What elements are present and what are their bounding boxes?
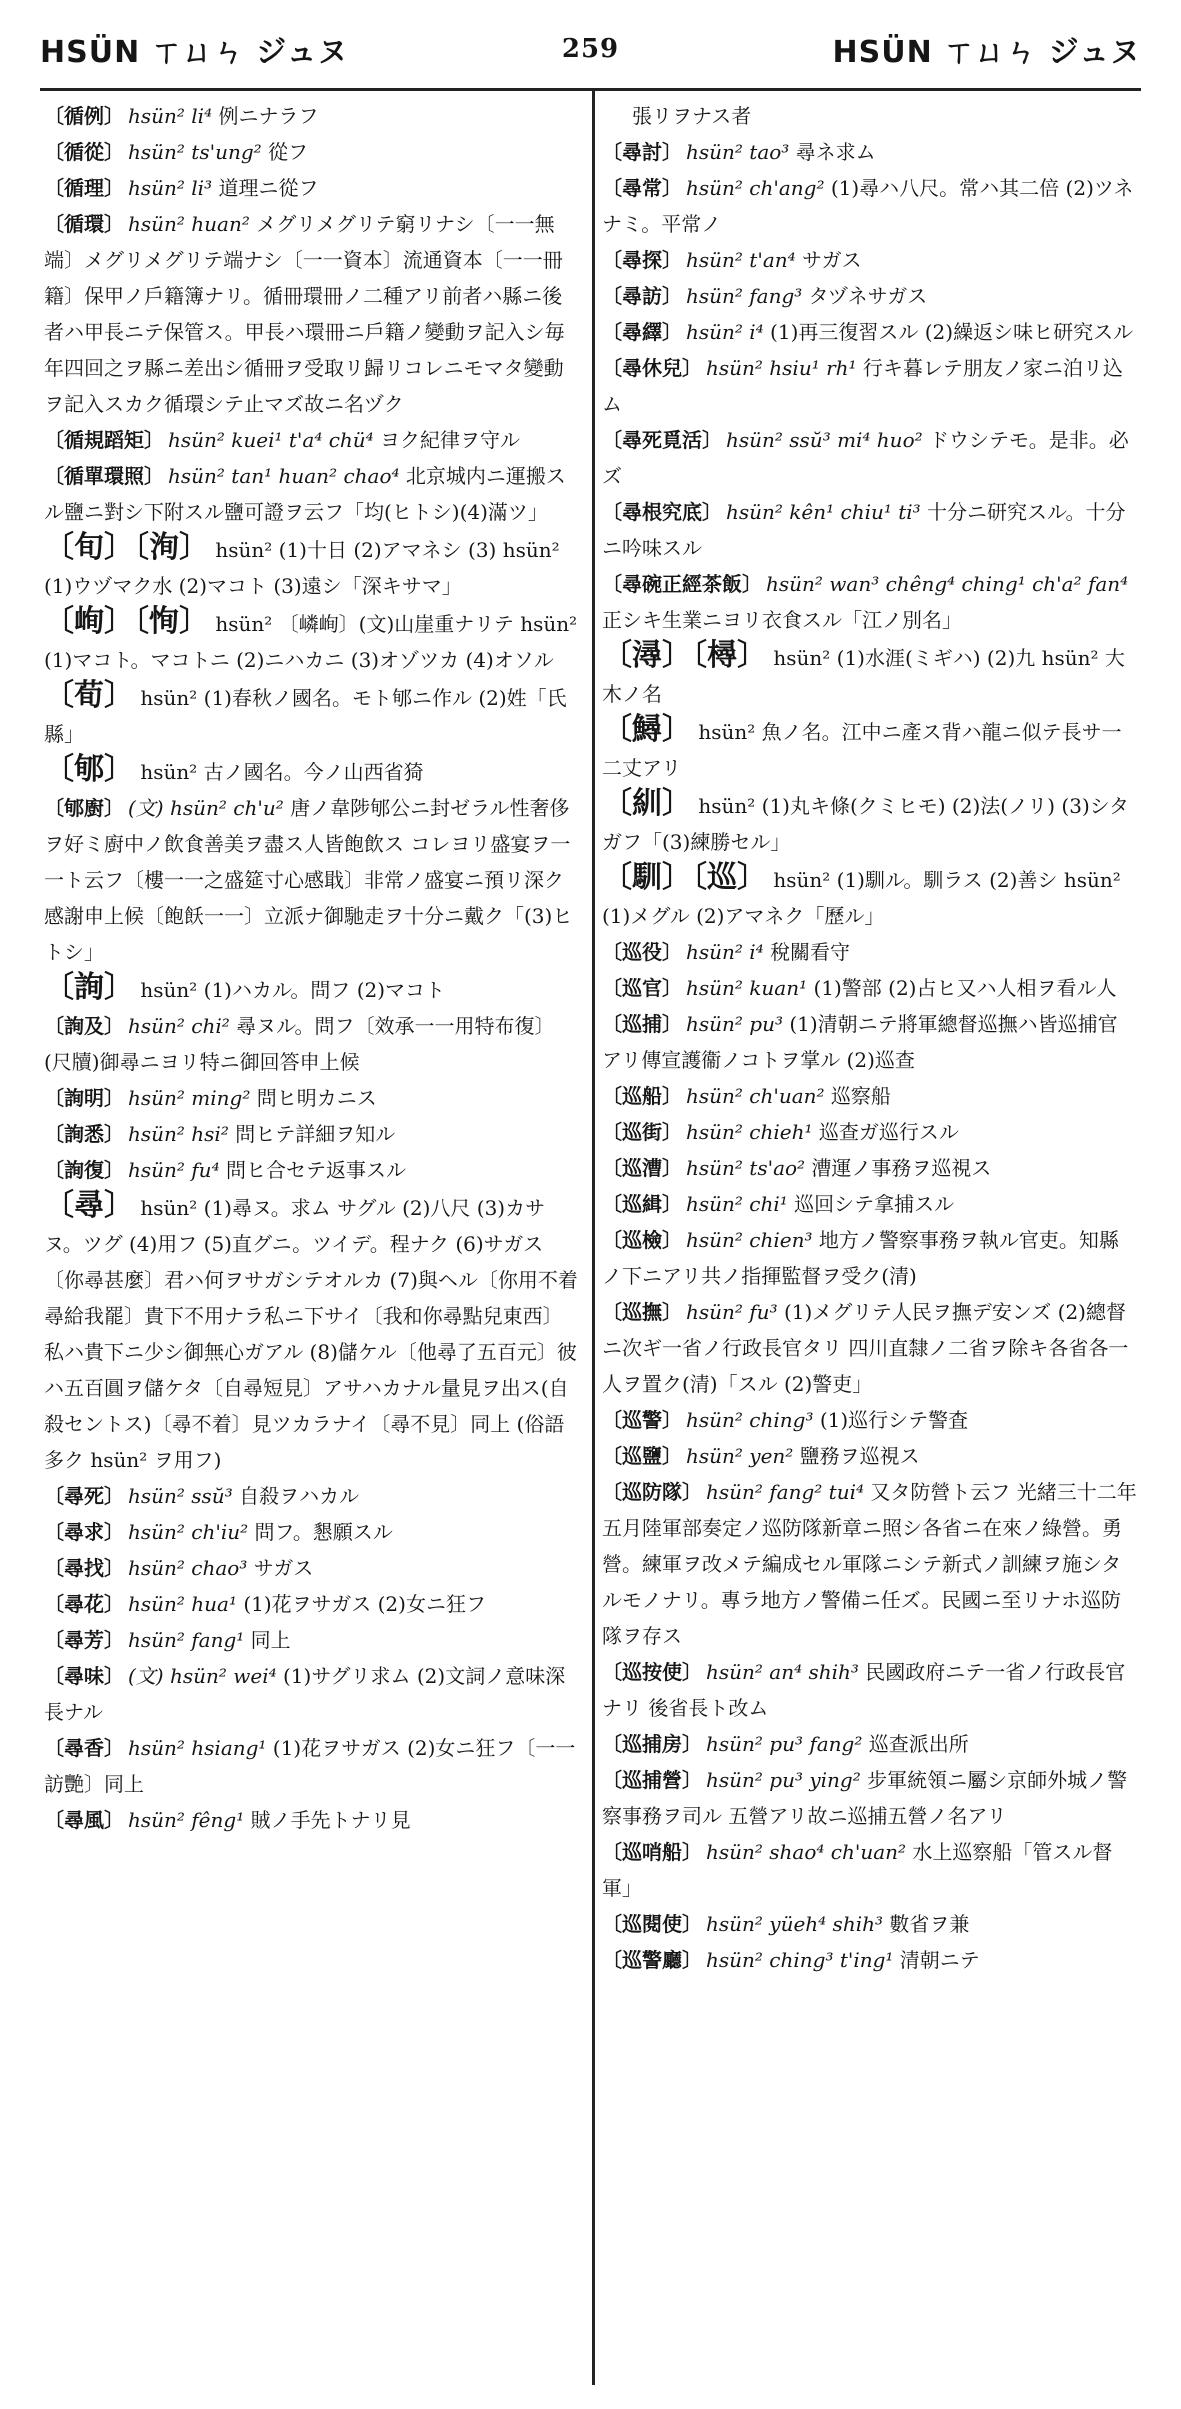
dictionary-entry	[44, 530, 579, 604]
entry-definition: ドウシテモ。是非。必ズ	[602, 428, 1129, 488]
dictionary-entry	[602, 242, 1137, 278]
entry-headword: 〔尋討〕	[602, 140, 682, 164]
entry-headword: 〔巡捕房〕	[602, 1732, 702, 1756]
dictionary-entry	[44, 458, 579, 530]
entry-headword: 〔尋花〕	[44, 1592, 124, 1616]
entry-romanization: hsün² ts'ung²	[128, 140, 262, 164]
dictionary-entry	[602, 1114, 1137, 1150]
entry-headword: 〔循從〕	[44, 140, 124, 164]
dictionary-entry	[602, 1906, 1137, 1942]
dictionary-entry	[44, 98, 579, 134]
entry-headword: 〔巡街〕	[602, 1120, 682, 1144]
entry-headword: 〔峋〕〔恂〕	[44, 604, 209, 639]
entry-headword: 〔巡官〕	[602, 976, 682, 1000]
entry-headword: 〔尋死覓活〕	[602, 428, 722, 452]
left-column	[44, 98, 579, 1838]
dictionary-entry	[602, 860, 1137, 934]
entry-definition: 自殺ヲハカル	[232, 1484, 360, 1508]
entry-headword: 〔循理〕	[44, 176, 124, 200]
entry-definition: 從フ	[261, 140, 309, 164]
entry-romanization: (文) hsün² ch'u²	[128, 796, 284, 820]
entry-definition: 巡回シテ拿捕スル	[787, 1192, 955, 1216]
entry-romanization: (文) hsün² wei⁴	[128, 1664, 277, 1688]
entry-definition: 問ヒテ詳細ヲ知ル	[228, 1122, 396, 1146]
entry-headword: 〔巡按使〕	[602, 1660, 702, 1684]
dictionary-entry	[602, 1222, 1137, 1294]
entry-headword: 〔巡緝〕	[602, 1192, 682, 1216]
dictionary-entry	[602, 170, 1137, 242]
entry-definition: 清朝ニテ	[893, 1948, 980, 1972]
entry-romanization: hsün² kuei¹ t'a⁴ chü⁴	[168, 428, 374, 452]
entry-definition: 民國政府ニテ一省ノ行政長官ナリ 後省長ト改ム	[602, 1660, 1126, 1720]
dictionary-entry	[602, 786, 1137, 860]
entry-headword: 〔尋死〕	[44, 1484, 124, 1508]
entry-headword: 〔尋味〕	[44, 1664, 124, 1688]
entry-headword: 〔循規蹈矩〕	[44, 428, 164, 452]
dictionary-entry	[602, 422, 1137, 494]
entry-romanization: hsün² an⁴ shih³	[706, 1660, 859, 1684]
entry-headword: 〔詢〕	[44, 970, 134, 1005]
entry-headword: 〔鱘〕	[602, 712, 692, 747]
entry-headword: 〔巡漕〕	[602, 1156, 682, 1180]
dictionary-entry	[44, 1514, 579, 1550]
entry-headword: 〔巡哨船〕	[602, 1840, 702, 1864]
header-right-guide: HSÜN ㄒㄩㄣ ジュヌ	[832, 35, 1141, 70]
entry-headword: 〔尋香〕	[44, 1736, 124, 1760]
dictionary-entry	[44, 134, 579, 170]
entry-definition: 稅關看守	[763, 940, 851, 964]
entry-headword: 〔巡閱使〕	[602, 1912, 702, 1936]
entry-headword: 〔巡防隊〕	[602, 1480, 702, 1504]
entry-romanization: hsün² fang¹	[128, 1628, 245, 1652]
entry-romanization: hsün² li³	[128, 176, 213, 200]
dictionary-entry	[44, 604, 579, 678]
entry-definition: 巡查派出所	[862, 1732, 969, 1756]
entry-definition: 張リヲナス者	[632, 104, 752, 128]
dictionary-entry	[44, 1730, 579, 1802]
entry-definition: hsün² 魚ノ名。江中ニ產ス背ハ龍ニ似テ長サ一二丈アリ	[602, 720, 1122, 780]
entry-definition: hsün² (1)尋ヌ。求ム サグル (2)八尺 (3)カサヌ。ツグ (4)用フ (5)直グニ。ツイデ。程ナク (6)サガス〔你尋甚麼〕君ハ何ヲサガシテオルカ (7)與ヘル〔你用不着尋給我罷〕貴下不用ナラ私ニ下サイ〔我和你尋點兒東西〕私ハ貴下ニ少シ御無心ガアル (8)儲ケル〔他尋了五百元〕彼ハ五百圓ヲ儲ケタ〔自尋短見〕アサハカナル量見ヲ出ス(自殺セントス)〔尋不着〕見ツカラナイ〔尋不見〕同上 (俗語多ク hsün² ヲ用フ)	[44, 1196, 578, 1472]
dictionary-entry	[44, 678, 579, 752]
dictionary-entry	[44, 1802, 579, 1838]
header-rule	[40, 88, 1141, 91]
entry-headword: 〔巡警廳〕	[602, 1948, 702, 1972]
entry-definition: 同上	[244, 1628, 291, 1652]
entry-definition: hsün² (1)十日 (2)アマネシ (3) hsün² (1)ウヅマク水 (2)マコト (3)遠シ「深キサマ」	[44, 538, 560, 598]
page-header	[40, 26, 1141, 72]
entry-headword: 〔尋求〕	[44, 1520, 124, 1544]
entry-definition: 巡查ガ巡行スル	[812, 1120, 959, 1144]
entry-definition: (1)メグリテ人民ヲ撫デ安ンズ (2)總督ニ次ギ一省ノ行政長官タリ 四川直隸ノ二省ヲ除キ各省各一人ヲ置ク(清)「スル (2)警吏」	[602, 1300, 1129, 1396]
entry-romanization: hsün² hsiang¹	[128, 1736, 267, 1760]
dictionary-entry	[44, 422, 579, 458]
entry-definition: 賊ノ手先トナリ見	[244, 1808, 411, 1832]
entry-headword: 〔馴〕〔巡〕	[602, 860, 767, 895]
entry-romanization: hsün² ching³ t'ing¹	[706, 1948, 894, 1972]
dictionary-entry	[44, 1116, 579, 1152]
entry-definition: 步軍統領ニ屬シ京師外城ノ警察事務ヲ司ル 五營アリ故ニ巡捕五營ノ名アリ	[602, 1768, 1128, 1828]
entry-headword: 〔循例〕	[44, 104, 124, 128]
entry-romanization: hsün² li⁴	[128, 104, 213, 128]
entry-headword: 〔巡役〕	[602, 940, 682, 964]
entry-definition: サガス	[247, 1556, 314, 1580]
dictionary-entry	[602, 1474, 1137, 1654]
dictionary-entry	[602, 1402, 1137, 1438]
entry-definition: 例ニナラフ	[212, 104, 319, 128]
entry-definition: 正シキ生業ニヨリ衣食スル「江ノ別名」	[602, 608, 962, 632]
entry-definition: 北京城内ニ運搬スル鹽ニ對シ下附スル鹽可證ヲ云フ「均(ヒトシ)(4)滿ツ」	[44, 464, 566, 524]
dictionary-entry	[602, 1762, 1137, 1834]
entry-definition: 行キ暮レテ朋友ノ家ニ泊リ込ム	[602, 356, 1123, 416]
entry-definition: (1)花ヲサガス (2)女ニ狂フ〔一一訪艷〕同上	[44, 1736, 576, 1796]
entry-headword: 〔巡捕營〕	[602, 1768, 702, 1792]
dictionary-entry	[44, 206, 579, 422]
dictionary-entry	[44, 1478, 579, 1514]
dictionary-entry	[602, 1150, 1137, 1186]
entry-headword: 〔巡鹽〕	[602, 1444, 682, 1468]
entry-romanization: hsün² ming²	[128, 1086, 251, 1110]
entry-definition: 道理ニ從フ	[212, 176, 319, 200]
entry-definition: hsün² (1)春秋ノ國名。モト郇ニ作ル (2)姓「氏縣」	[44, 686, 567, 746]
entry-headword: 〔詢悉〕	[44, 1122, 124, 1146]
entry-headword: 〔荀〕	[44, 678, 134, 713]
dictionary-entry	[602, 638, 1137, 712]
entry-definition: hsün² (1)ハカル。問フ (2)マコト	[134, 978, 446, 1002]
entry-headword: 〔詢復〕	[44, 1158, 124, 1182]
dictionary-entry	[602, 934, 1137, 970]
entry-definition: 漕運ノ事務ヲ巡視ス	[805, 1156, 992, 1180]
entry-romanization: hsün² fang³	[686, 284, 803, 308]
entry-headword: 〔尋根究底〕	[602, 500, 722, 524]
entry-romanization: hsün² fang² tui⁴	[706, 1480, 864, 1504]
entry-definition: 尋ネ求ム	[789, 140, 876, 164]
entry-definition: 唐ノ韋陟郇公ニ封ゼラル性奢侈ヲ好ミ廚中ノ飲食善美ヲ盡ス人皆飽飲ス コレヨリ盛宴ヲ一一ト云フ〔樓一一之盛筵寸心感戢〕非常ノ盛宴ニ預リ深ク感謝申上候〔飽飫一一〕立派ナ御馳走ヲ十分ニ戴ク「(3)ヒトシ」	[44, 796, 573, 964]
entry-headword: 〔尋〕	[44, 1188, 134, 1223]
entry-headword: 〔旬〕〔洵〕	[44, 530, 209, 565]
dictionary-entry	[44, 970, 579, 1008]
dictionary-entry	[602, 1726, 1137, 1762]
entry-headword: 〔尋探〕	[602, 248, 682, 272]
entry-headword: 〔尋訪〕	[602, 284, 682, 308]
dictionary-entry	[602, 1654, 1137, 1726]
entry-romanization: hsün² fêng¹	[128, 1808, 245, 1832]
header-left-guide: HSÜN ㄒㄩㄣ ジュヌ	[40, 35, 349, 70]
entry-headword: 〔尋芳〕	[44, 1628, 124, 1652]
entry-headword: 〔紃〕	[602, 786, 692, 821]
entry-definition: hsün² (1)丸キ條(クミヒモ) (2)法(ノリ) (3)シタガフ「(3)練勝セル」	[602, 794, 1129, 854]
dictionary-entry	[44, 1188, 579, 1478]
entry-definition: ヨク紀律ヲ守ル	[373, 428, 521, 452]
entry-definition: hsün² (1)馴ル。馴ラス (2)善シ hsün² (1)メグル (2)アマネク「歷ル」	[602, 868, 1121, 928]
dictionary-entry	[44, 1658, 579, 1730]
entry-definition: サガス	[795, 248, 862, 272]
dictionary-entry	[44, 1550, 579, 1586]
entry-definition: hsün² 古ノ國名。今ノ山西省猗	[134, 760, 424, 784]
dictionary-entry	[602, 1438, 1137, 1474]
entry-romanization: hsün² chi²	[128, 1014, 230, 1038]
entry-definition: (1)再三復習スル (2)繰返シ味ヒ研究スル	[763, 320, 1134, 344]
entry-headword: 〔詢明〕	[44, 1086, 124, 1110]
entry-definition: 地方ノ警察事務ヲ執ル官吏。知縣ノ下ニアリ共ノ指揮監督ヲ受ク(清)	[602, 1228, 1119, 1288]
dictionary-entry	[602, 1186, 1137, 1222]
entry-romanization: hsün² kên¹ chiu¹ ti³	[726, 500, 921, 524]
entry-romanization: hsün² hua¹	[128, 1592, 237, 1616]
entry-definition: 尋ヌル。問フ〔效承一一用特布復〕(尺牘)御尋ニヨリ特ニ御回答申上候	[44, 1014, 555, 1074]
right-column	[602, 98, 1137, 1978]
entry-definition: (1)サグリ求ム (2)文詞ノ意味深長ナル	[44, 1664, 566, 1724]
dictionary-entry	[602, 566, 1137, 638]
dictionary-entry	[602, 1942, 1137, 1978]
entry-romanization: hsün² wan³ chêng⁴ ching¹ ch'a² fan⁴	[766, 572, 1129, 596]
column-divider	[592, 90, 595, 2385]
entry-definition: 鹽務ヲ巡視ス	[793, 1444, 920, 1468]
entry-romanization: hsün² hsi²	[128, 1122, 229, 1146]
entry-romanization: hsün² hsiu¹ rh¹	[706, 356, 857, 380]
entry-romanization: hsün² ssŭ³	[128, 1484, 233, 1508]
entry-headword: 〔尋常〕	[602, 176, 682, 200]
dictionary-entry	[44, 790, 579, 970]
entry-definition: 問ヒ明カニス	[250, 1086, 377, 1110]
dictionary-entry	[44, 1080, 579, 1116]
entry-romanization: hsün² pu³ fang²	[706, 1732, 863, 1756]
entry-definition: 數省ヲ兼	[883, 1912, 970, 1936]
entry-definition: (1)警部 (2)占ヒ又ハ人相ヲ看ル人	[807, 976, 1117, 1000]
entry-romanization: hsün² t'an⁴	[686, 248, 796, 272]
entry-romanization: hsün² pu³ ying²	[706, 1768, 861, 1792]
entry-definition: 又タ防營ト云フ 光緒三十二年五月陸軍部奏定ノ巡防隊新章ニ照シ各省ニ在來ノ綠營。勇營。練軍ヲ改メテ編成セル軍隊ニシテ新式ノ訓練ヲ施シタルモノナリ。專ラ地方ノ警備ニ任ズ。民國ニ至リナホ巡防隊ヲ存ス	[602, 1480, 1137, 1648]
entry-romanization: hsün² shao⁴ ch'uan²	[706, 1840, 907, 1864]
entry-headword: 〔巡船〕	[602, 1084, 682, 1108]
entry-romanization: hsün² huan²	[128, 212, 250, 236]
entry-romanization: hsün² tan¹ huan² chao⁴	[168, 464, 400, 488]
entry-romanization: hsün² yüeh⁴ shih³	[706, 1912, 883, 1936]
dictionary-entry	[44, 170, 579, 206]
entry-romanization: hsün² kuan¹	[686, 976, 808, 1000]
entry-romanization: hsün² tao³	[686, 140, 790, 164]
entry-definition: 問フ。懇願スル	[248, 1520, 393, 1544]
entry-romanization: hsün² ts'ao²	[686, 1156, 806, 1180]
entry-romanization: hsün² i⁴	[686, 320, 764, 344]
entry-headword: 〔循環〕	[44, 212, 124, 236]
entry-romanization: hsün² fu⁴	[128, 1158, 220, 1182]
dictionary-entry	[602, 1006, 1137, 1078]
entry-definition: (1)巡行シテ警査	[813, 1408, 969, 1432]
dictionary-entry	[44, 1622, 579, 1658]
entry-headword: 〔巡警〕	[602, 1408, 682, 1432]
entry-romanization: hsün² chien³	[686, 1228, 813, 1252]
entry-definition: (1)花ヲサガス (2)女ニ狂フ	[236, 1592, 486, 1616]
entry-headword: 〔郇廚〕	[44, 796, 124, 820]
entry-romanization: hsün² i⁴	[686, 940, 764, 964]
dictionary-entry	[602, 494, 1137, 566]
entry-headword: 〔巡捕〕	[602, 1012, 682, 1036]
entry-definition: 十分ニ研究スル。十分ニ吟味スル	[602, 500, 1126, 560]
entry-headword: 〔尋找〕	[44, 1556, 124, 1580]
dictionary-entry	[602, 98, 1137, 134]
entry-romanization: hsün² chi¹	[686, 1192, 788, 1216]
dictionary-entry	[44, 1152, 579, 1188]
entry-headword: 〔巡撫〕	[602, 1300, 682, 1324]
entry-definition: タヅネサガス	[802, 284, 928, 308]
entry-definition: hsün² (1)水涯(ミギハ) (2)九 hsün² 大木ノ名	[602, 646, 1125, 706]
entry-romanization: hsün² yen²	[686, 1444, 794, 1468]
entry-romanization: hsün² ssŭ³ mi⁴ huo²	[726, 428, 923, 452]
entry-romanization: hsün² ch'iu²	[128, 1520, 249, 1544]
entry-headword: 〔尋繹〕	[602, 320, 682, 344]
page-number: 259	[561, 34, 620, 64]
entry-romanization: hsün² pu³	[686, 1012, 783, 1036]
dictionary-entry	[44, 752, 579, 790]
entry-definition: 水上巡察船「管スル督軍」	[602, 1840, 1113, 1900]
dictionary-entry	[602, 134, 1137, 170]
entry-headword: 〔尋碗正經茶飯〕	[602, 572, 762, 596]
entry-romanization: hsün² chao³	[128, 1556, 248, 1580]
entry-headword: 〔詢及〕	[44, 1014, 124, 1038]
entry-definition: (1)尋ハ八尺。常ハ其二倍 (2)ツネナミ。平常ノ	[602, 176, 1134, 236]
entry-headword: 〔循單環照〕	[44, 464, 164, 488]
entry-romanization: hsün² chieh¹	[686, 1120, 813, 1144]
dictionary-entry	[602, 1078, 1137, 1114]
entry-headword: 〔郇〕	[44, 752, 134, 787]
entry-headword: 〔潯〕〔樳〕	[602, 638, 767, 673]
dictionary-entry	[44, 1008, 579, 1080]
dictionary-entry	[602, 314, 1137, 350]
entry-romanization: hsün² ch'uan²	[686, 1084, 825, 1108]
dictionary-entry	[44, 1586, 579, 1622]
entry-definition: (1)清朝ニテ將軍總督巡撫ハ皆巡捕官アリ傳宣護衞ノコトヲ掌ル (2)巡查	[602, 1012, 1118, 1072]
dictionary-entry	[602, 712, 1137, 786]
entry-headword: 〔尋風〕	[44, 1808, 124, 1832]
entry-headword: 〔尋休兒〕	[602, 356, 702, 380]
entry-romanization: hsün² ching³	[686, 1408, 814, 1432]
entry-romanization: hsün² ch'ang²	[686, 176, 825, 200]
dictionary-entry	[602, 970, 1137, 1006]
entry-headword: 〔巡檢〕	[602, 1228, 682, 1252]
dictionary-entry	[602, 278, 1137, 314]
dictionary-entry	[602, 1834, 1137, 1906]
entry-definition: hsün² 〔嶙峋〕(文)山崖重ナリテ hsün² (1)マコト。マコトニ (2)ニハカニ (3)オゾツカ (4)オソル	[44, 612, 578, 672]
entry-definition: メグリメグリテ窮リナシ〔一一無端〕メグリメグリテ端ナシ〔一一資本〕流通資本〔一一冊籍〕保甲ノ戶籍簿ナリ。循冊環冊ノ二種アリ前者ハ縣ニ後者ハ甲長ニテ保管ス。甲長ハ環冊ニ戶籍ノ變動ヲ記入シ毎年四回之ヲ縣ニ差出シ循冊ヲ受取リ歸リコレニモマタ變動ヲ記入スカク循環シテ止マズ故ニ名ヅク	[44, 212, 565, 416]
dictionary-entry	[602, 1294, 1137, 1402]
entry-definition: 巡察船	[824, 1084, 891, 1108]
entry-definition: 問ヒ合セテ返事スル	[219, 1158, 406, 1182]
entry-romanization: hsün² fu³	[686, 1300, 778, 1324]
dictionary-entry	[602, 350, 1137, 422]
